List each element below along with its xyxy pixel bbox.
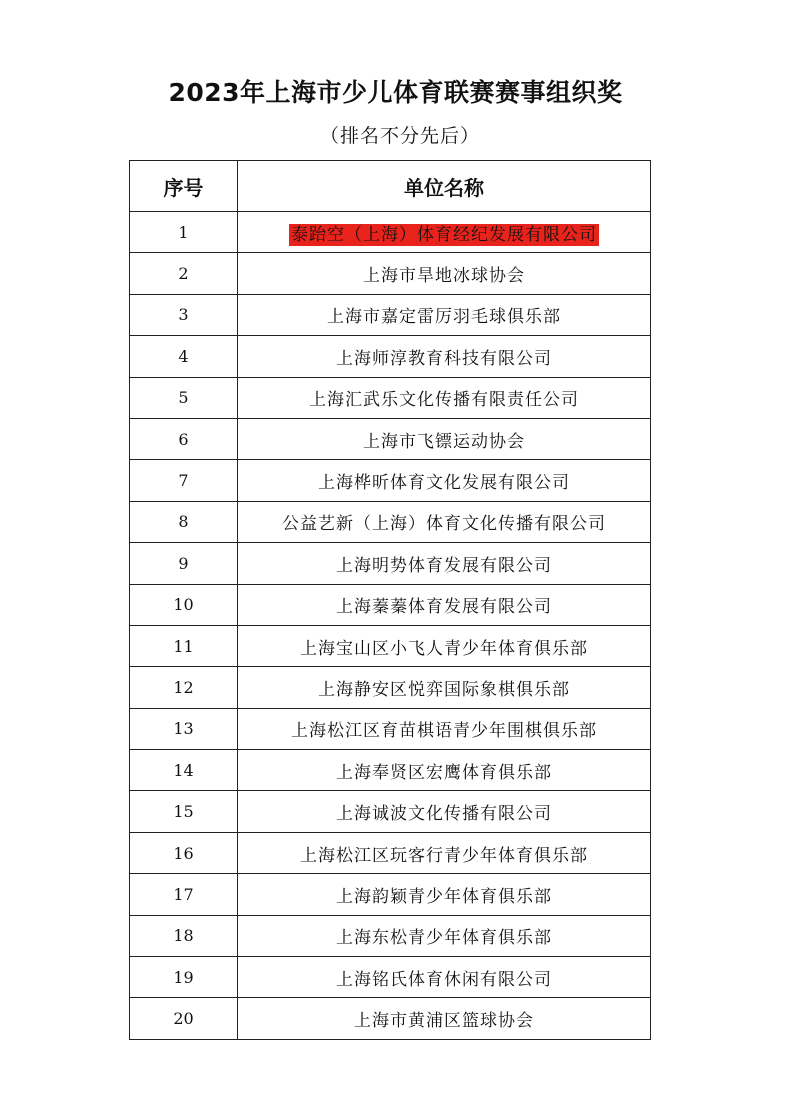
row-organization-name: 上海宝山区小飞人青少年体育俱乐部 bbox=[238, 625, 651, 666]
row-index: 2 bbox=[130, 253, 238, 294]
table-row bbox=[130, 212, 651, 253]
row-index: 9 bbox=[130, 543, 238, 584]
row-index: 18 bbox=[130, 915, 238, 956]
row-organization-name: 上海师淳教育科技有限公司 bbox=[238, 336, 651, 377]
table-header-row bbox=[130, 161, 651, 212]
row-organization-name: 公益艺新（上海）体育文化传播有限公司 bbox=[238, 501, 651, 542]
table-row bbox=[130, 874, 651, 915]
row-organization-name: 上海铭氏体育休闲有限公司 bbox=[238, 957, 651, 998]
table-row bbox=[130, 501, 651, 542]
page-subtitle: （排名不分先后） bbox=[319, 125, 480, 147]
row-index: 3 bbox=[130, 294, 238, 335]
table-row bbox=[130, 998, 651, 1039]
row-organization-name: 上海东松青少年体育俱乐部 bbox=[238, 915, 651, 956]
row-organization-name: 上海市旱地冰球协会 bbox=[238, 253, 651, 294]
row-organization-name: 上海蓁蓁体育发展有限公司 bbox=[238, 584, 651, 625]
row-index: 15 bbox=[130, 791, 238, 832]
table-row bbox=[130, 253, 651, 294]
table-row bbox=[130, 336, 651, 377]
table-row bbox=[130, 460, 651, 501]
table-row bbox=[130, 667, 651, 708]
page-title: 2023年上海市少儿体育联赛赛事组织奖 bbox=[168, 78, 623, 107]
row-organization-name: 上海奉贤区宏鹰体育俱乐部 bbox=[238, 750, 651, 791]
highlighted-organization-name: 泰跆空（上海）体育经纪发展有限公司 bbox=[291, 224, 597, 245]
row-organization-name: 上海静安区悦弈国际象棋俱乐部 bbox=[238, 667, 651, 708]
table-row bbox=[130, 708, 651, 749]
row-organization-name: 上海松江区玩客行青少年体育俱乐部 bbox=[238, 832, 651, 873]
row-organization-name bbox=[238, 212, 651, 253]
row-organization-name: 上海汇武乐文化传播有限责任公司 bbox=[238, 377, 651, 418]
row-index: 17 bbox=[130, 874, 238, 915]
row-organization-name: 上海桦昕体育文化发展有限公司 bbox=[238, 460, 651, 501]
table-row bbox=[130, 294, 651, 335]
row-organization-name: 上海市嘉定雷厉羽毛球俱乐部 bbox=[238, 294, 651, 335]
row-index: 10 bbox=[130, 584, 238, 625]
row-index: 1 bbox=[130, 212, 238, 253]
table-row bbox=[130, 543, 651, 584]
row-index: 7 bbox=[130, 460, 238, 501]
row-index: 4 bbox=[130, 336, 238, 377]
table-row bbox=[130, 915, 651, 956]
row-organization-name: 上海诚波文化传播有限公司 bbox=[238, 791, 651, 832]
row-index: 8 bbox=[130, 501, 238, 542]
row-index: 14 bbox=[130, 750, 238, 791]
row-index: 20 bbox=[130, 998, 238, 1039]
row-organization-name: 上海明势体育发展有限公司 bbox=[238, 543, 651, 584]
row-index: 16 bbox=[130, 832, 238, 873]
table-row bbox=[130, 750, 651, 791]
table-row bbox=[130, 957, 651, 998]
row-index: 19 bbox=[130, 957, 238, 998]
row-index: 12 bbox=[130, 667, 238, 708]
table-row bbox=[130, 625, 651, 666]
column-header-name: 单位名称 bbox=[238, 161, 651, 212]
row-index: 13 bbox=[130, 708, 238, 749]
row-index: 5 bbox=[130, 377, 238, 418]
award-table bbox=[129, 160, 651, 1040]
table-row bbox=[130, 832, 651, 873]
row-organization-name: 上海市飞镖运动协会 bbox=[238, 418, 651, 459]
table-row bbox=[130, 791, 651, 832]
row-organization-name: 上海市黄浦区篮球协会 bbox=[238, 998, 651, 1039]
row-organization-name: 上海韵颖青少年体育俱乐部 bbox=[238, 874, 651, 915]
table-row bbox=[130, 418, 651, 459]
table-row bbox=[130, 377, 651, 418]
table-row bbox=[130, 584, 651, 625]
row-index: 6 bbox=[130, 418, 238, 459]
column-header-index: 序号 bbox=[130, 161, 238, 212]
row-index: 11 bbox=[130, 625, 238, 666]
row-organization-name: 上海松江区育苗棋语青少年围棋俱乐部 bbox=[238, 708, 651, 749]
